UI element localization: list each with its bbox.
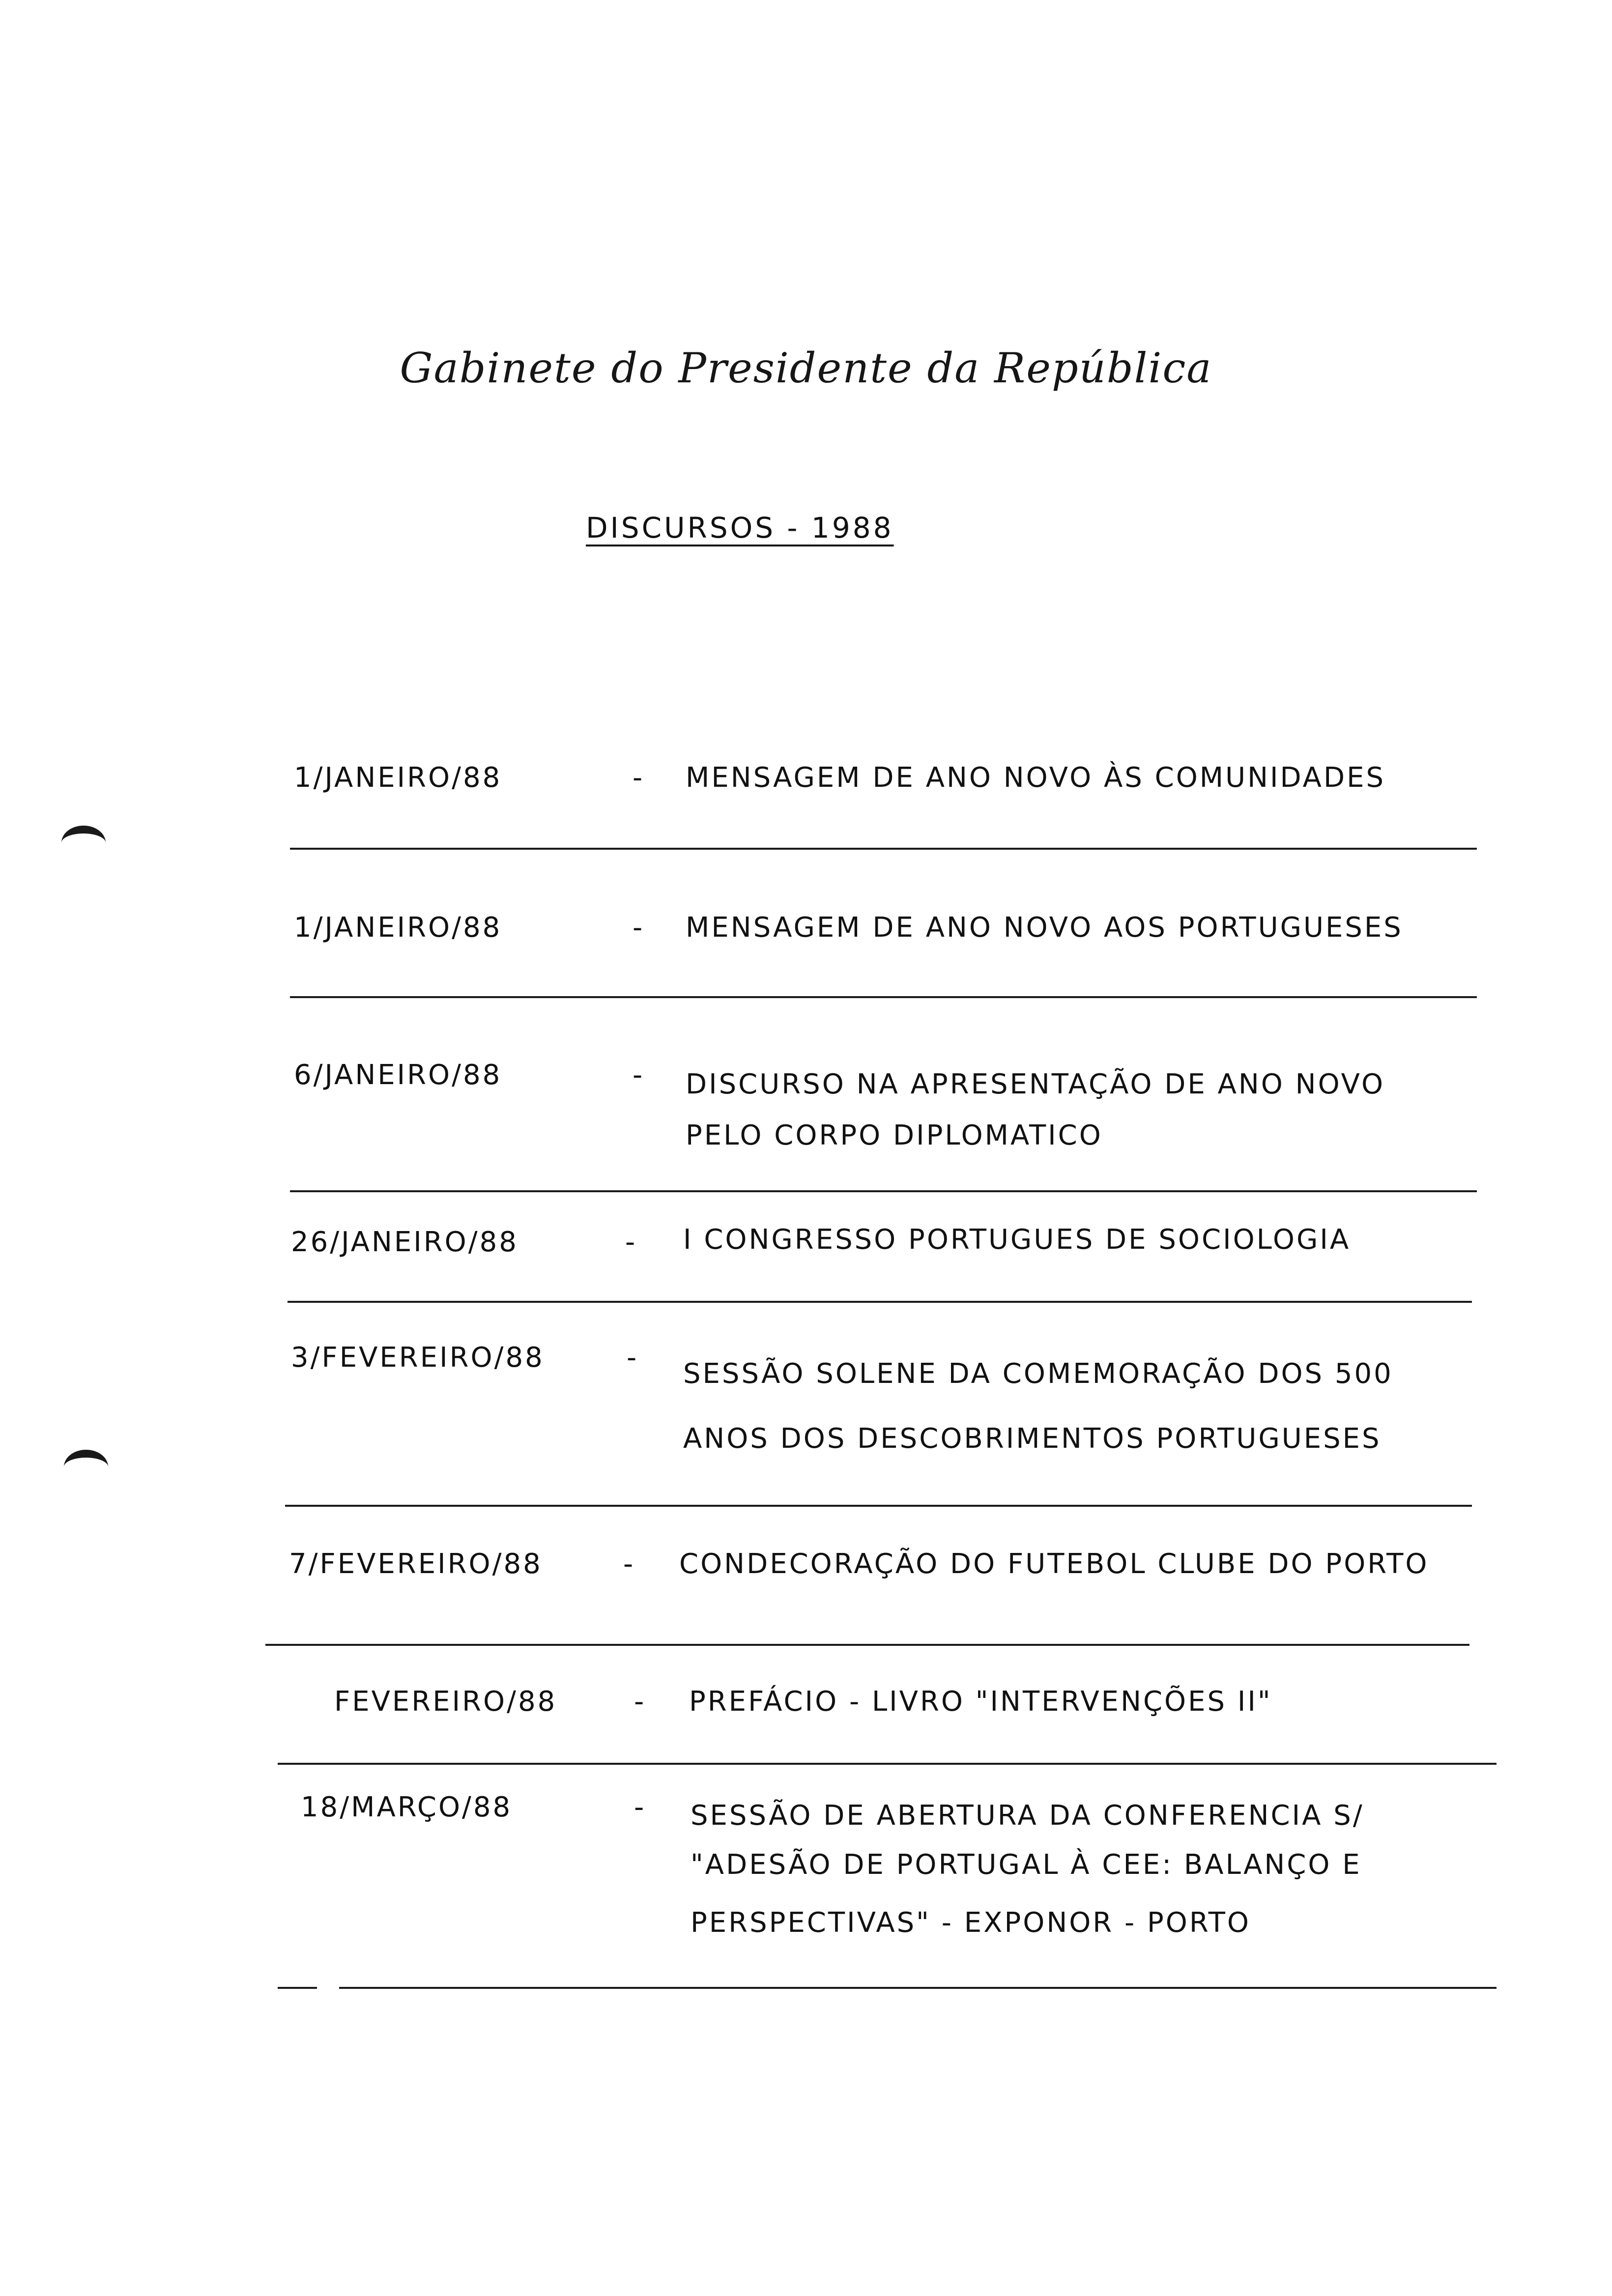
entry-description <box>689 1686 1272 1718</box>
entry-separator: - <box>633 1059 643 1091</box>
entry-separator: - <box>627 1342 637 1374</box>
entry-description-line: CONDECORAÇÃO DO FUTEBOL CLUBE DO PORTO <box>679 1548 1429 1580</box>
divider <box>290 996 1477 998</box>
entry-description-line: SESSÃO DE ABERTURA DA CONFERENCIA S/ <box>691 1800 1364 1832</box>
entry-description <box>686 762 1385 794</box>
entry-description-line: DISCURSO NA APRESENTAÇÃO DE ANO NOVO <box>686 1068 1385 1100</box>
divider <box>288 1301 1472 1303</box>
letterhead: Gabinete do Presidente da República <box>400 344 1212 392</box>
divider <box>278 1987 317 1989</box>
divider <box>265 1644 1469 1646</box>
entry-description <box>683 1224 1351 1256</box>
entry-description-line: PERSPECTIVAS" - EXPONOR - PORTO <box>691 1907 1251 1939</box>
entry-description-line: I CONGRESSO PORTUGUES DE SOCIOLOGIA <box>683 1224 1351 1256</box>
entry-separator: - <box>634 1686 644 1718</box>
entry-description-line: SESSÃO SOLENE DA COMEMORAÇÃO DOS 500 <box>683 1358 1393 1390</box>
entry-date: 3/FEVEREIRO/88 <box>291 1342 545 1374</box>
entry-description-line: PELO CORPO DIPLOMATICO <box>686 1119 1103 1151</box>
divider <box>290 1190 1477 1192</box>
entry-separator: - <box>623 1548 633 1580</box>
entry-date: 7/FEVEREIRO/88 <box>289 1548 543 1580</box>
entry-date: FEVEREIRO/88 <box>334 1686 557 1718</box>
entry-date: 1/JANEIRO/88 <box>294 762 502 794</box>
entry-separator: - <box>633 762 643 794</box>
entry-description-line: MENSAGEM DE ANO NOVO AOS PORTUGUESES <box>686 912 1403 944</box>
entry-description <box>683 1342 1393 1471</box>
entry-separator: - <box>633 912 643 944</box>
entry-date: 1/JANEIRO/88 <box>294 912 502 944</box>
page-title: DISCURSOS - 1988 <box>586 511 894 545</box>
entry-description <box>679 1548 1429 1580</box>
entry-separator: - <box>625 1226 635 1258</box>
divider <box>290 848 1477 850</box>
entry-description <box>686 912 1403 944</box>
divider <box>278 1763 1497 1765</box>
entry-description <box>691 1791 1364 1948</box>
entry-date: 18/MARÇO/88 <box>301 1791 513 1823</box>
entry-date: 6/JANEIRO/88 <box>294 1059 502 1091</box>
entry-description-line: ANOS DOS DESCOBRIMENTOS PORTUGUESES <box>683 1423 1382 1455</box>
entry-date: 26/JANEIRO/88 <box>291 1226 518 1258</box>
entry-description-line: PREFÁCIO - LIVRO "INTERVENÇÕES II" <box>689 1686 1272 1718</box>
divider <box>285 1505 1472 1507</box>
entry-description-line: MENSAGEM DE ANO NOVO ÀS COMUNIDADES <box>686 762 1386 794</box>
entry-description-line: "ADESÃO DE PORTUGAL À CEE: BALANÇO E <box>691 1849 1362 1881</box>
divider <box>339 1987 1497 1989</box>
entry-description <box>686 1059 1385 1161</box>
entry-separator: - <box>634 1791 644 1823</box>
